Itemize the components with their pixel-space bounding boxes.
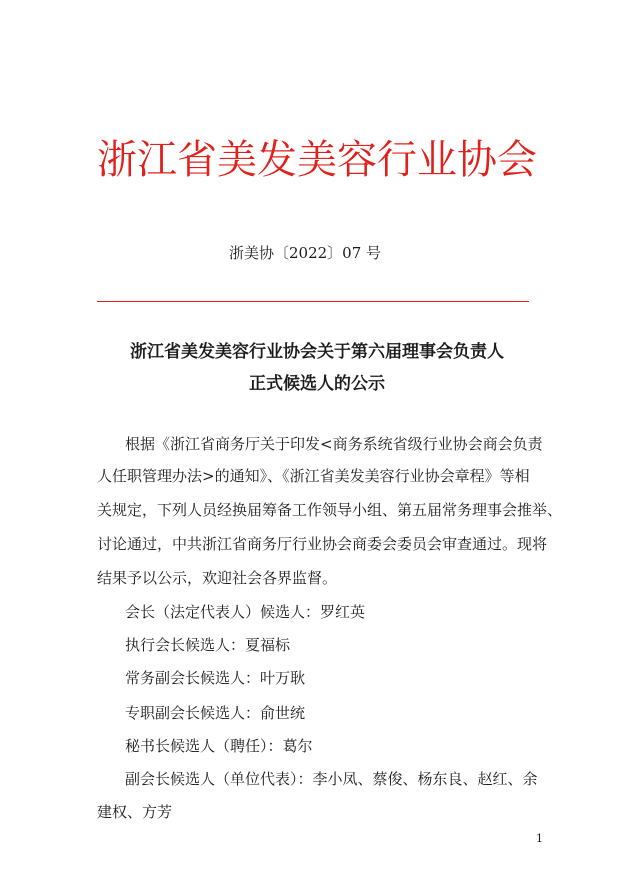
notice-title-line-2: 正式候选人的公示 [249, 374, 385, 394]
candidate-vice-presidents: 副会长候选人（单位代表）：李小凤、蔡俊、杨东良、赵红、余 [125, 770, 538, 788]
candidate-vice-presidents-continued: 建权、方芳 [97, 803, 173, 821]
intro-line: 讨论通过，中共浙江省商务厅行业协会商委会委员会审查通过。现将 [97, 535, 548, 553]
candidate-fulltime-vice-president: 专职副会长候选人：俞世统 [125, 704, 306, 722]
candidate-executive-president: 执行会长候选人：夏福标 [125, 636, 291, 654]
intro-line: 结果予以公示，欢迎社会各界监督。 [97, 569, 338, 587]
candidate-president: 会长（法定代表人）候选人：罗红英 [125, 603, 366, 621]
doc-number: 浙美协〔2022〕07 号 [229, 244, 382, 262]
red-divider-line [97, 301, 529, 302]
intro-line: 根据《浙江省商务厅关于印发<商务系统省级行业协会商会负责 [125, 435, 543, 453]
intro-line: 关规定，下列人员经换届筹备工作领导小组、第五届常务理事会推举、 [97, 501, 563, 519]
page-number: 1 [536, 832, 543, 845]
org-title: 浙江省美发美容行业协会 [97, 137, 537, 183]
candidate-secretary-general: 秘书长候选人（聘任）：葛尔 [125, 737, 313, 755]
notice-title-line-1: 浙江省美发美容行业协会关于第六届理事会负责人 [130, 342, 504, 362]
candidate-standing-vice-president: 常务副会长候选人：叶万耿 [125, 669, 306, 687]
intro-line: 人任职管理办法>的通知》、《浙江省美发美容行业协会章程》等相 [97, 467, 530, 485]
